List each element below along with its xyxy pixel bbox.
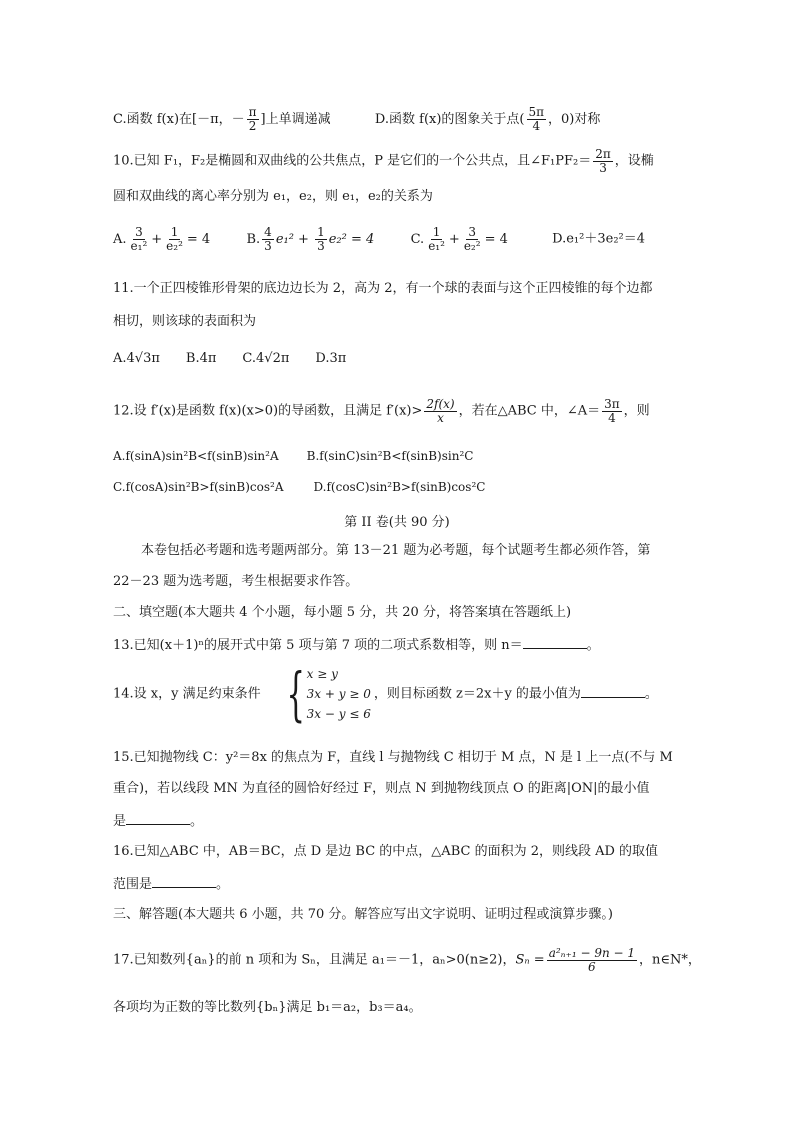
q12-option-d: D.f(cosC)sin²B>f(sinB)cos²C — [313, 480, 486, 494]
q10-option-c: C. $\frac{1}{\text{e₁²}}$ + $\frac{3}{\text{e₂²}}$ = 4 — [410, 225, 508, 253]
q12-options-cd — [113, 480, 485, 494]
q10-options — [113, 226, 645, 252]
fraction: $\frac{2\pi}{3}$ — [595, 147, 611, 175]
q9-option-c: C.函数 f(x)在[－π，－ $\frac{\pi}{2}$ ]上单调递减 — [113, 105, 331, 133]
q9-option-d: D.函数 f(x)的图象关于点( $\frac{5\pi}{4}$ ，0)对称 — [374, 105, 601, 133]
q12-option-c: C.f(cosA)sin²B>f(sinB)cos²A — [113, 480, 284, 494]
fraction: $\frac{3}{\text{e₂²}}$ — [463, 225, 481, 253]
q13: 13.已知(x＋1)ⁿ的展开式中第 5 项与第 7 项的二项式系数相等，则 n＝ 。 — [113, 638, 600, 653]
q9-option-line — [113, 106, 600, 132]
answer-blank[interactable] — [581, 685, 645, 698]
section3-heading: 三、解答题(本大题共 6 小题，共 70 分。解答应写出文字说明、证明过程或演算步骤。) — [113, 907, 613, 922]
q15-line2: 重合)，若以线段 MN 为直径的圆恰好经过 F，则点 N 到抛物线顶点 O 的距离|ON|的最小值 — [113, 781, 650, 796]
fraction: $\frac{1}{\text{e₂²}}$ — [166, 225, 183, 253]
q11-options — [113, 351, 346, 367]
fraction: $\frac{5\pi}{4}$ — [528, 105, 545, 133]
fraction: $\frac{4}{3}$ — [264, 225, 272, 253]
q10-stem-line2: 圆和双曲线的离心率分别为 e₁，e₂，则 e₁，e₂的关系为 — [113, 189, 433, 204]
fraction: $\frac{2f(x)}{x}$ — [426, 397, 455, 425]
part2-title: 第 II 卷(共 90 分) — [344, 515, 450, 530]
q17-line2: 各项均为正数的等比数列{bₙ}满足 b₁＝a₂，b₃＝a₄。 — [113, 1000, 422, 1015]
q10-option-d: D.e₁²＋3e₂²＝4 — [552, 231, 646, 247]
q11-stem-line1: 11.一个正四棱锥形骨架的底边边长为 2，高为 2，有一个球的表面与这个正四棱锥的每个边都 — [113, 281, 653, 296]
fraction: $\frac{3\pi}{4}$ — [604, 397, 620, 425]
q11-stem-line2: 相切，则该球的表面积为 — [113, 314, 257, 329]
q11-option-a: A.4√3π — [113, 351, 160, 366]
q10-option-b: B. $\frac{4}{3}$ e₁² + $\frac{1}{3}$ e₂² = 4 — [246, 225, 375, 253]
q14: 14.设 x，y 满足约束条件 { x ≥ y 3x + y ≥ 0 3x − y ≤ 6 ，则目标函数 z＝2x＋y 的最小值为 。 — [113, 660, 658, 728]
q15-line1: 15.已知抛物线 C：y²＝8x 的焦点为 F，直线 l 与抛物线 C 相切于 M 点，N 是 l 上一点(不与 M — [113, 750, 673, 765]
fraction: $\frac{1}{\text{e₁²}}$ — [428, 225, 445, 253]
q12-stem: 12.设 f′(x)是函数 f(x)(x>0)的导函数，且满足 f′(x)> $\frac{2f(x)}{x}$ ，若在△ABC 中，∠A＝ $\frac{3\pi}{4}$ ，则 — [113, 397, 650, 425]
q10-stem-line1: 10.已知 F₁，F₂是椭圆和双曲线的公共焦点，P 是它们的一个公共点，且∠F₁PF₂＝ $\frac{2\pi}{3}$ ，设椭 — [113, 147, 654, 175]
q11-option-b: B.4π — [185, 351, 217, 366]
q15-line3: 是 。 — [113, 814, 204, 829]
brace-icon: { — [286, 660, 305, 728]
answer-blank[interactable] — [126, 812, 190, 825]
fraction: $\frac{\pi}{2}$ — [248, 105, 257, 133]
q12-option-a: A.f(sinA)sin²B<f(sinB)sin²A — [113, 449, 279, 463]
constraint-system: { x ≥ y 3x + y ≥ 0 3x − y ≤ 6 — [286, 660, 371, 728]
q16-line1: 16.已知△ABC 中，AB＝BC，点 D 是边 BC 的中点，△ABC 的面积为 2，则线段 AD 的取值 — [113, 844, 659, 859]
q10-option-a: A. $\frac{3}{\text{e₁²}}$ + $\frac{1}{\text{e₂²}}$ = 4 — [113, 225, 211, 253]
section2-heading: 二、填空题(本大题共 4 个小题，每小题 5 分，共 20 分，将答案填在答题纸上) — [113, 605, 572, 620]
q12-option-b: B.f(sinC)sin²B<f(sinB)sin²C — [306, 449, 474, 463]
fraction: $\frac{1}{3}$ — [317, 225, 325, 253]
fraction: $\frac{\text{a²ₙ₊₁ − 9n − 1}}{6}$ — [548, 946, 636, 974]
q16-line2: 范围是 。 — [113, 877, 230, 892]
part2-intro-line1: 本卷包括必考题和选考题两部分。第 13－21 题为必考题，每个试题考生都必须作答，第 — [141, 543, 651, 558]
answer-blank[interactable] — [152, 875, 216, 888]
q11-option-d: D.3π — [315, 351, 347, 366]
part2-intro-line2: 22－23 题为选考题，考生根据要求作答。 — [113, 574, 359, 589]
q17-line1: 17.已知数列{aₙ}的前 n 项和为 Sₙ，且满足 a₁＝－1，aₙ>0(n≥2)，Sₙ = $\frac{\text{a²ₙ₊₁ − 9n − 1}}{6}$ ，n∈N*， — [113, 946, 701, 974]
answer-blank[interactable] — [523, 636, 587, 649]
q12-options-ab — [113, 449, 473, 463]
q11-option-c: C.4√2π — [242, 351, 290, 366]
fraction: $\frac{3}{\text{e₁²}}$ — [130, 225, 148, 253]
